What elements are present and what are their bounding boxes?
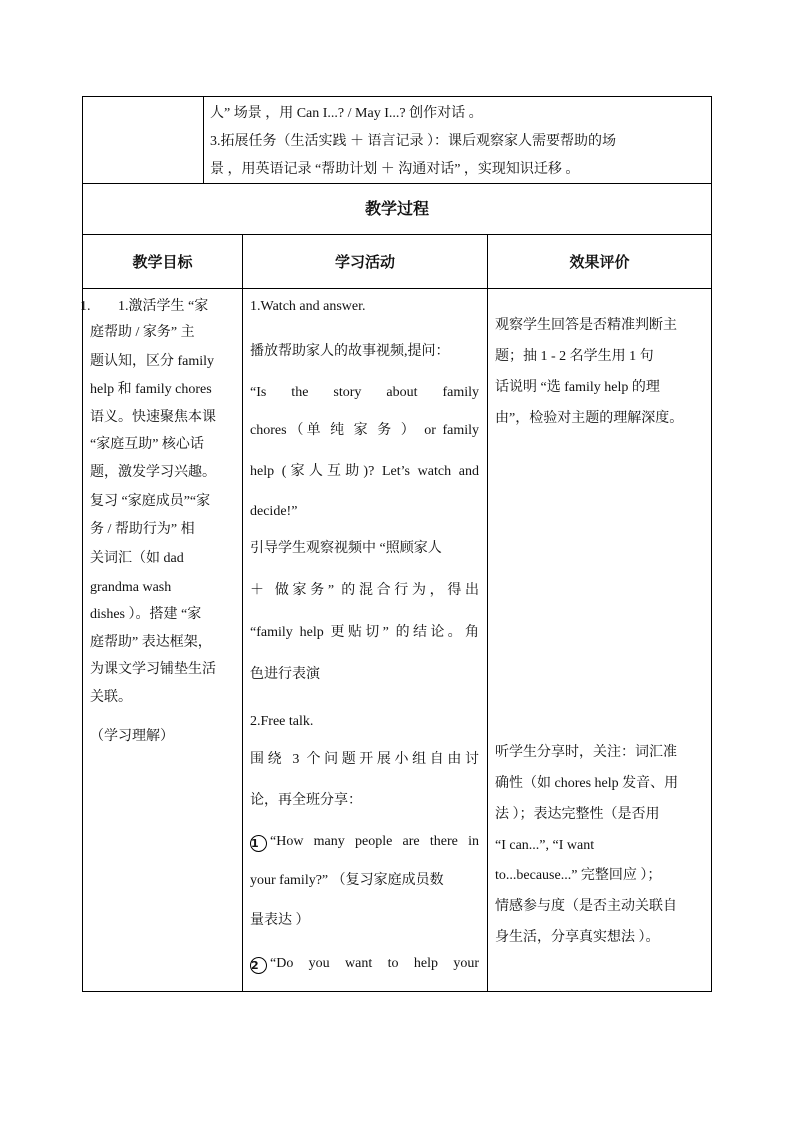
goals-line: grandma wash	[90, 580, 172, 595]
question-2-line	[250, 954, 479, 974]
goals-line: 庭帮助” 表达框架，	[90, 635, 212, 650]
evaluation-2-line: 法 ）；表达完整性（是否用	[495, 807, 660, 822]
evaluation-2-line: 确性（如 chores help 发音、用	[495, 776, 679, 791]
goals-line: 题认知，区分 family	[90, 354, 215, 369]
evaluation-1-line: 由”，检验对主题的理解深度。	[495, 411, 684, 426]
goals-column-header: 教学目标	[132, 253, 193, 271]
activity-1-line: 色进行表演	[250, 667, 320, 682]
top-line-2: 3.拓展任务（生活实践 ＋ 语言记录 ）：课后观察家人需要帮助的场	[210, 134, 616, 149]
question-2-text: “Do you want to help your	[270, 956, 479, 971]
question-1-line: your family?” （复习家庭成员数	[250, 873, 444, 888]
goals-line: 1.激活学生 “家	[118, 299, 209, 314]
goals-line: 为课文学习铺垫生活	[90, 662, 216, 677]
activity-1-line: chores（单 纯 家 务 ） or family	[250, 423, 479, 438]
circled-number-1: 1	[250, 835, 267, 852]
top-left-cell	[82, 96, 204, 184]
goals-line: 庭帮助 / 家务” 主	[90, 325, 195, 340]
goals-line: 题，激发学习兴趣。	[90, 465, 216, 480]
goals-line: 务 / 帮助行为” 相	[90, 522, 195, 537]
activity-1-line: decide!”	[250, 504, 298, 519]
circled-number-2: 2	[250, 957, 267, 974]
goals-line: 语义。快速聚焦本课	[90, 410, 216, 425]
evaluation-2-line: “I can...”, “I want	[495, 838, 595, 853]
goals-list-number: 1.	[80, 299, 91, 314]
question-1-text: “How many people are there in	[270, 834, 479, 849]
question-1-line	[250, 832, 479, 852]
activity-1-line: “Is the story about family	[250, 385, 479, 400]
activity-2-line: 论，再全班分享：	[250, 793, 362, 808]
evaluation-column-header: 效果评价	[569, 253, 630, 271]
evaluation-2-line: 身生活，分享真实想法 ）。	[495, 930, 660, 945]
goals-note: （学习理解）	[90, 729, 174, 744]
goals-line: 关联。	[90, 690, 132, 705]
section-title: 教学过程	[364, 199, 429, 218]
evaluation-1-line: 观察学生回答是否精准判断主	[495, 318, 677, 333]
goals-line: “家庭互助” 核心话	[90, 437, 204, 452]
activity-2-title: 2.Free talk.	[250, 714, 314, 729]
top-line-1: 人” 场景 ，用 Can I...? / May I...? 创作对话 。	[210, 106, 483, 121]
goals-line: 复习 “家庭成员”“家	[90, 494, 211, 509]
goals-line: help 和 family chores	[90, 382, 212, 397]
activity-1-line: 引导学生观察视频中 “照顾家人	[250, 541, 442, 556]
goals-line: dishes ）。搭建 “家	[90, 607, 202, 622]
question-1-line: 量表达 ）	[250, 913, 310, 928]
activity-2-line: 围绕 3 个问题开展小组自由讨	[250, 752, 479, 767]
goals-line: 关词汇（如 dad	[90, 551, 184, 566]
activity-1-line: “family help 更贴切” 的结论。角	[250, 625, 479, 640]
activities-column-header: 学习活动	[334, 253, 395, 271]
activity-1-line: help (家人互助)? Let’s watch and	[250, 464, 479, 479]
evaluation-1-line: 话说明 “选 family help 的理	[495, 380, 660, 395]
evaluation-2-line: 情感参与度（是否主动关联自	[495, 899, 677, 914]
top-line-3: 景 ，用英语记录 “帮助计划 ＋ 沟通对话” ，实现知识迁移 。	[210, 162, 580, 177]
evaluation-1-line: 题；抽 1 - 2 名学生用 1 句	[495, 349, 654, 364]
evaluation-2-line: to...because...” 完整回应 ）；	[495, 868, 662, 883]
activity-1-line: ＋ 做家务” 的混合行为，得出	[250, 583, 479, 598]
evaluation-2-line: 听学生分享时，关注：词汇准	[495, 745, 677, 760]
activity-1-line: 播放帮助家人的故事视频,提问：	[250, 344, 450, 359]
activity-1-title: 1.Watch and answer.	[250, 299, 366, 314]
